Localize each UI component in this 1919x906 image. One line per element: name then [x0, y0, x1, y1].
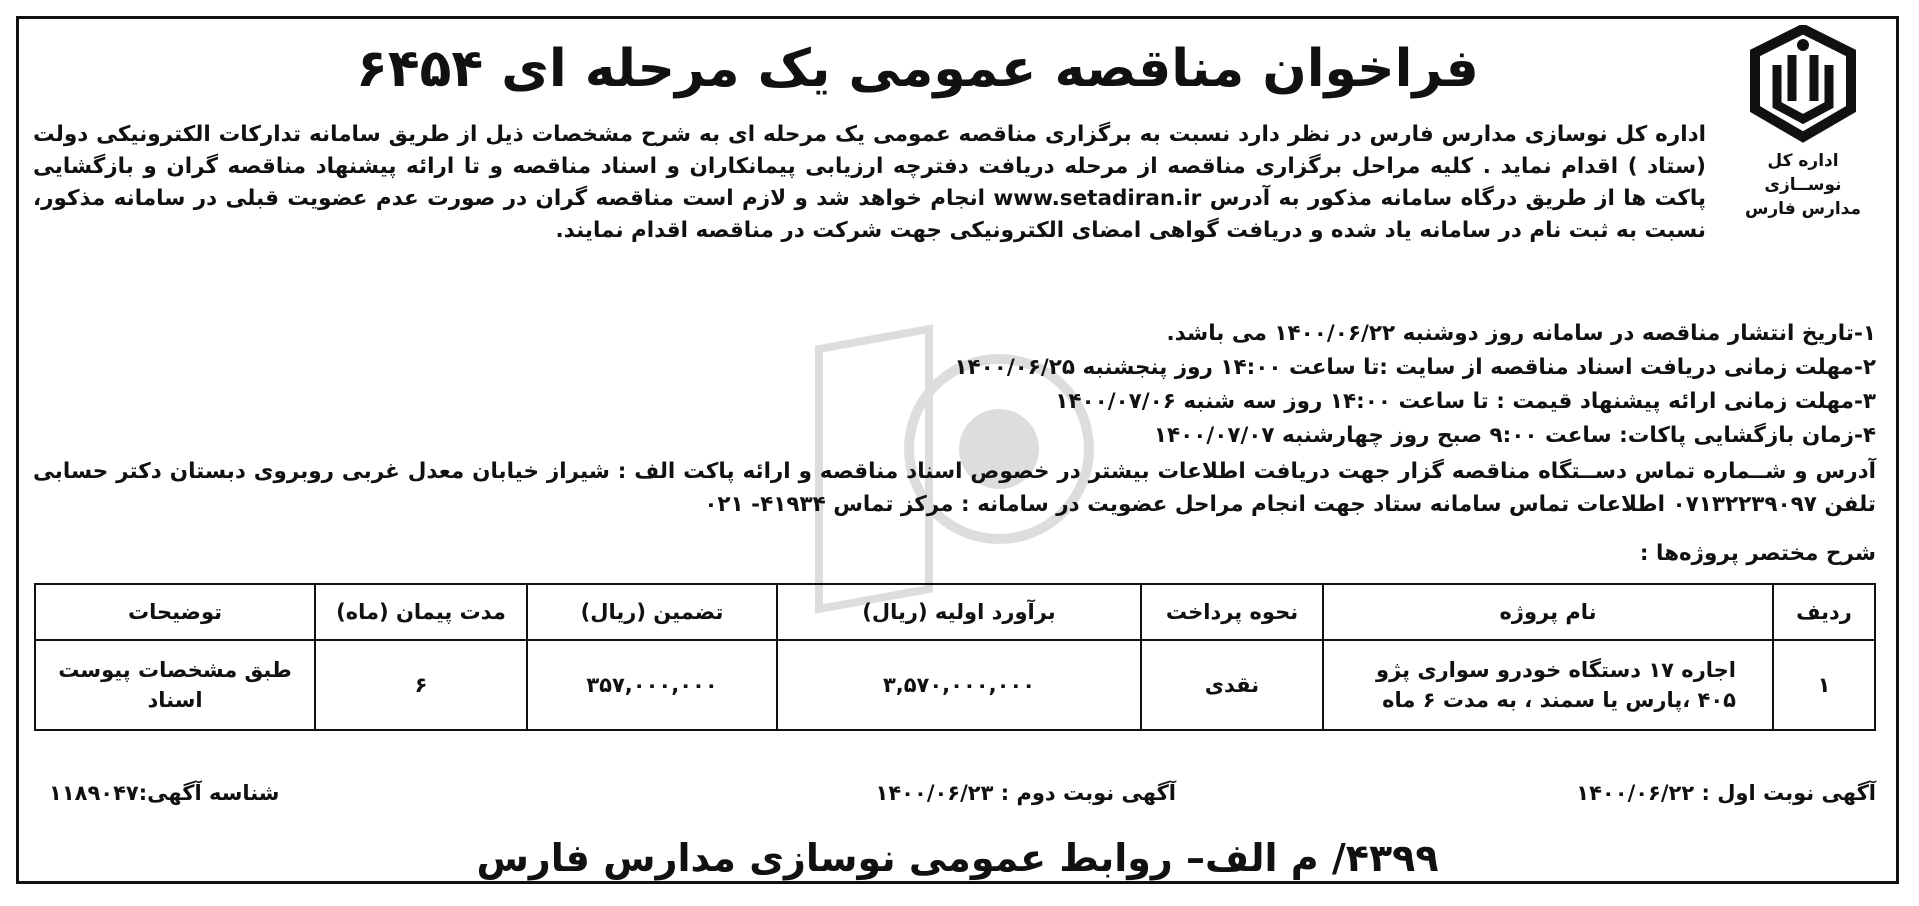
- footer-signature: ۴۳۹۹/ م الف– روابط عمومی نوسازی مدارس فارس: [476, 836, 1439, 880]
- header-notes: توضیحات: [35, 584, 315, 640]
- cell-guarantee: ۳۵۷,۰۰۰,۰۰۰: [527, 640, 777, 730]
- contact-paragraph: آدرس و شــماره تماس دســتگاه مناقصه گزار جهت دریافت اطلاعات بیشتر در خصوص اسناد مناقصه و ارائه پاکت الف : شیراز خیابان معدل غربی روبروی دبستان دکتر حسابی تلفن ۰۷۱۳۲۲۳۹۰۹۷ اطلاعات تماس سامانه ستاد جهت انجام مراحل عضویت در سامانه : مرکز تماس ۴۱۹۳۴- ۰۲۱: [33, 459, 1876, 517]
- cell-payment-method: نقدی: [1141, 640, 1323, 730]
- org-logo: [1728, 25, 1878, 221]
- org-emblem-icon: [1747, 25, 1859, 143]
- header-project-name: نام پروژه: [1323, 584, 1773, 640]
- header-guarantee: تضمین (ریال): [527, 584, 777, 640]
- item-offer-deadline: ۳-مهلت زمانی ارائه پیشنهاد قیمت : تا ساعت ۱۴:۰۰ روز سه شنبه ۱۴۰۰/۰۷/۰۶: [1055, 389, 1876, 414]
- table-row: [35, 640, 1875, 730]
- cell-project-name: اجاره ۱۷ دستگاه خودرو سواری پژو ۴۰۵ ،پارس یا سمند ، به مدت ۶ ماه: [1323, 640, 1773, 730]
- cell-row-number: ۱: [1773, 640, 1875, 730]
- cell-notes: طبق مشخصات پیوست اسناد: [35, 640, 315, 730]
- item-opening-time: ۴-زمان بازگشایی پاکات: ساعت ۹:۰۰ صبح روز چهارشنبه ۱۴۰۰/۰۷/۰۷: [1153, 423, 1876, 448]
- website-link[interactable]: www.setadiran.ir: [993, 186, 1202, 211]
- first-ad-date: آگهی نوبت اول : ۱۴۰۰/۰۶/۲۲: [1576, 781, 1876, 805]
- header-duration: مدت پیمان (ماه): [315, 584, 527, 640]
- page-title: فراخوان مناقصه عمومی یک مرحله ای ۶۴۵۴: [356, 39, 1479, 99]
- projects-table: [34, 583, 1876, 731]
- table-header-row: [35, 584, 1875, 640]
- summary-label: شرح مختصر پروژه‌ها :: [1639, 541, 1876, 566]
- header-payment-method: نحوه پرداخت: [1141, 584, 1323, 640]
- item-document-deadline: ۲-مهلت زمانی دریافت اسناد مناقصه از سایت :تا ساعت ۱۴:۰۰ روز پنجشنبه ۱۴۰۰/۰۶/۲۵: [954, 355, 1876, 380]
- tender-notice: [16, 16, 1899, 884]
- org-name: اداره کل نوســازی مدارس فارس: [1744, 151, 1862, 219]
- header-row-number: ردیف: [1773, 584, 1875, 640]
- cell-duration: ۶: [315, 640, 527, 730]
- second-ad-date: آگهی نوبت دوم : ۱۴۰۰/۰۶/۲۳: [875, 781, 1176, 805]
- intro-paragraph: اداره کل نوسازی مدارس فارس در نظر دارد نسبت به برگزاری مناقصه عمومی یک مرحله ای به شرح مشخصات ذیل از طریق سامانه تدارکات الکترونیکی دولت (ستاد ) اقدام نماید . کلیه مراحل برگزاری مناقصه از مرحله دریافت دفترچه ارزیابی پیمانکاران و اسناد مناقصه و تا ارائه پیشنهاد مناقصه گران و بازگشایی پاکت ها از طریق درگاه سامانه مذکور به آدرس www.setadiran.ir انجام خواهد شد و لازم است مناقصه گران در صورت عدم عضویت قبلی در سامانه مذکور، نسبت به ثبت نام در سامانه یاد شده و دریافت گواهی امضای الکترونیکی جهت شرکت در مناقصه اقدام نمایند.: [33, 122, 1706, 243]
- item-publish-date: ۱-تاریخ انتشار مناقصه در سامانه روز دوشنبه ۱۴۰۰/۰۶/۲۲ می باشد.: [1166, 321, 1876, 346]
- ad-id: شناسه آگهی:۱۱۸۹۰۴۷: [49, 781, 280, 805]
- header-estimate: برآورد اولیه (ریال): [777, 584, 1141, 640]
- cell-estimate: ۳,۵۷۰,۰۰۰,۰۰۰: [777, 640, 1141, 730]
